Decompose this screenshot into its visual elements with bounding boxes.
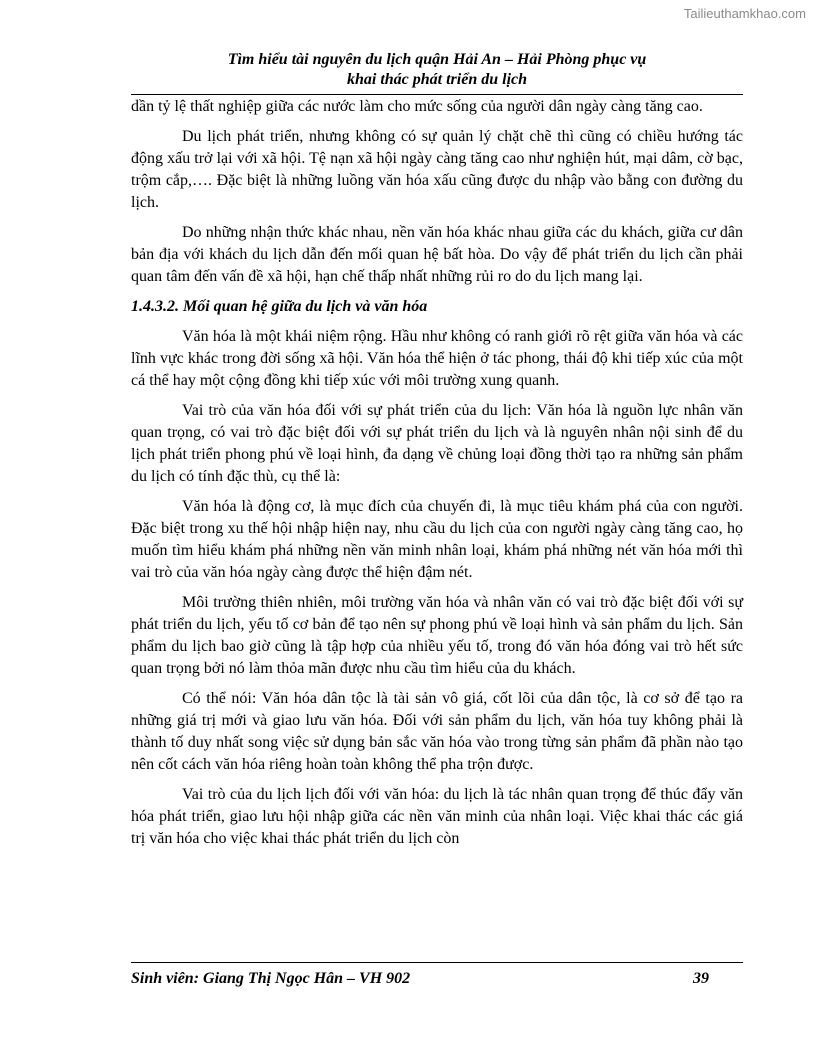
page-header bbox=[131, 50, 743, 90]
header-title-line-2: khai thác phát triển du lịch bbox=[346, 71, 528, 88]
footer-divider bbox=[131, 962, 743, 963]
paragraph: Do những nhận thức khác nhau, nền văn hóa khác nhau giữa các du khách, giữa cư dân bản địa với khách du lịch dẫn đến mối quan hệ bất hòa. Do vậy để phát triển du lịch cần phải quan tâm đến vấn đề xã hội, hạn chế thấp nhất những rủi ro do du lịch mang lại. bbox=[131, 224, 743, 285]
paragraph: Vai trò của văn hóa đối với sự phát triển của du lịch: Văn hóa là nguồn lực nhân văn quan trọng, có vai trò đặc biệt đối với sự phát triển du lịch và là nguyên nhân nội sinh để du lịch phát triển phong phú về loại hình, đa dạng về chủng loại đồng thời tạo ra những sản phẩm du lịch có tính đặc thù, cụ thể là: bbox=[131, 402, 743, 485]
paragraph: Văn hóa là một khái niệm rộng. Hầu như không có ranh giới rõ rệt giữa văn hóa và các lĩnh vực khác trong đời sống xã hội. Văn hóa thể hiện ở tác phong, thái độ khi tiếp xúc của một cá thể hay một cộng đồng khi tiếp xúc với môi trường xung quanh. bbox=[131, 328, 743, 389]
watermark: Tailieuthamkhao.com bbox=[683, 6, 806, 21]
footer-student: Sinh viên: Giang Thị Ngọc Hân – VH 902 bbox=[131, 970, 411, 987]
paragraph: Có thể nói: Văn hóa dân tộc là tài sản vô giá, cốt lõi của dân tộc, là cơ sở để tạo ra những giá trị mới và giao lưu văn hóa. Đối với sản phẩm du lịch, văn hóa tuy không phải là thành tố duy nhất song việc sử dụng bản sắc văn hóa vào trong từng sản phẩm đã phần nào tạo nên cốt cách văn hóa riêng hoàn toàn không thể pha trộn được. bbox=[131, 690, 743, 773]
page-number: 39 bbox=[693, 970, 709, 987]
section-heading: 1.4.3.2. Mối quan hệ giữa du lịch và văn hóa bbox=[131, 298, 428, 315]
paragraph: Môi trường thiên nhiên, môi trường văn hóa và nhân văn có vai trò đặc biệt đối với sự phát triển du lịch, yếu tố cơ bản để tạo nên sự phong phú về loại hình và sản phẩm du lịch. Sản phẩm du lịch bao giờ cũng là tập hợp của nhiều yếu tố, trong đó văn hóa đóng vai trò hết sức quan trọng bởi nó làm thỏa mãn được nhu cầu tìm hiểu của du khách. bbox=[131, 594, 743, 677]
paragraph-continuation: dần tỷ lệ thất nghiệp giữa các nước làm cho mức sống của người dân ngày càng tăng cao. bbox=[131, 98, 703, 115]
paragraph: Du lịch phát triển, nhưng không có sự quản lý chặt chẽ thì cũng có chiều hướng tác động xấu trở lại với xã hội. Tệ nạn xã hội ngày càng tăng cao như nghiện hút, mại dâm, cờ bạc, trộm cắp,…. Đặc biệt là những luồng văn hóa xấu cũng được du nhập vào bằng con đường du lịch. bbox=[131, 128, 743, 211]
header-divider bbox=[131, 94, 743, 95]
header-title-line-1: Tìm hiểu tài nguyên du lịch quận Hải An – Hải Phòng phục vụ bbox=[227, 51, 647, 68]
paragraph: Vai trò của du lịch lịch đối với văn hóa: du lịch là tác nhân quan trọng để thúc đẩy văn hóa phát triển, giao lưu hội nhập giữa các nền văn minh của nhân loại. Việc khai thác các giá trị văn hóa cho việc khai thác phát triển du lịch còn bbox=[131, 786, 743, 847]
paragraph: Văn hóa là động cơ, là mục đích của chuyến đi, là mục tiêu khám phá của con người. Đặc biệt trong xu thế hội nhập hiện nay, nhu cầu du lịch của con người ngày càng tăng cao, họ muốn tìm hiểu khám phá những nền văn minh nhân loại, khám phá những nét văn hóa mới thì vai trò của văn hóa ngày càng được thể hiện đậm nét. bbox=[131, 498, 743, 581]
page-footer bbox=[131, 970, 743, 988]
page-body bbox=[131, 96, 743, 858]
